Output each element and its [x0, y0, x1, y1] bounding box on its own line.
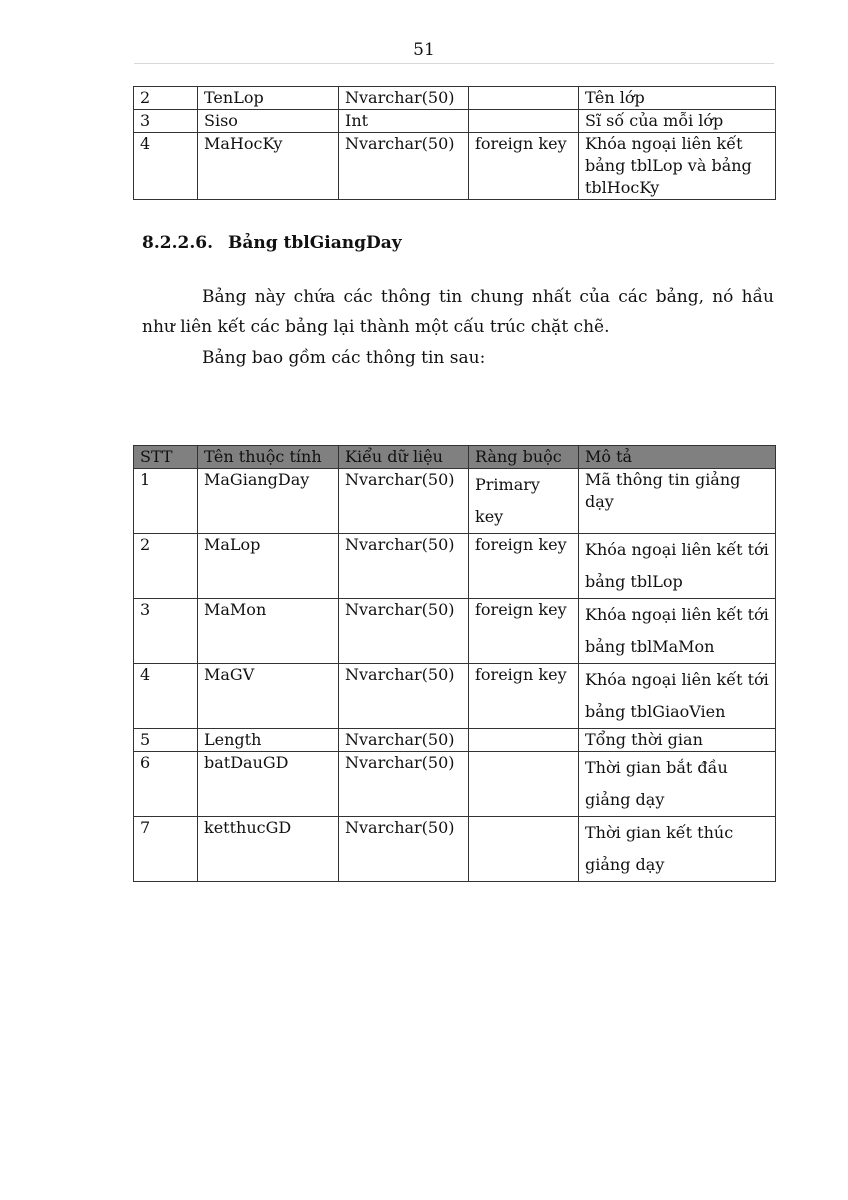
cell-desc: Tên lớp	[579, 87, 776, 110]
page-number: 51	[413, 40, 435, 60]
cell-name: MaHocKy	[198, 133, 339, 200]
cell-constraint: foreign key	[469, 599, 579, 664]
cell-desc: Khóa ngoại liên kết tới bảng tblGiaoVien	[579, 664, 776, 729]
cell-type: Nvarchar(50)	[339, 817, 469, 882]
cell-name: MaMon	[198, 599, 339, 664]
cell-constraint	[469, 110, 579, 133]
cell-stt: 1	[134, 469, 198, 534]
cell-stt: 3	[134, 599, 198, 664]
table-row	[134, 110, 776, 133]
cell-name: Siso	[198, 110, 339, 133]
cell-desc: Thời gian bắt đầu giảng dạy	[579, 752, 776, 817]
cell-desc: Khóa ngoại liên kết tới bảng tblLop	[579, 534, 776, 599]
header-divider	[134, 63, 774, 64]
cell-name: MaGiangDay	[198, 469, 339, 534]
header-type: Kiểu dữ liệu	[339, 446, 469, 469]
cell-type: Nvarchar(50)	[339, 87, 469, 110]
cell-name: ketthucGD	[198, 817, 339, 882]
cell-name: TenLop	[198, 87, 339, 110]
cell-desc: Mã thông tin giảng dạy	[579, 469, 776, 534]
cell-stt: 4	[134, 133, 198, 200]
cell-name: MaGV	[198, 664, 339, 729]
cell-stt: 6	[134, 752, 198, 817]
table-row	[134, 469, 776, 534]
table-row	[134, 87, 776, 110]
table-row	[134, 729, 776, 752]
cell-stt: 7	[134, 817, 198, 882]
cell-constraint: foreign key	[469, 534, 579, 599]
paragraph: Bảng này chứa các thông tin chung nhất của các bảng, nó hầu như liên kết các bảng lại thành một cấu trúc chặt chẽ.	[142, 287, 774, 337]
header-stt: STT	[134, 446, 198, 469]
cell-stt: 4	[134, 664, 198, 729]
table-header-row	[134, 446, 776, 469]
cell-stt: 3	[134, 110, 198, 133]
header-name: Tên thuộc tính	[198, 446, 339, 469]
tblgiangday-attributes-table	[133, 445, 776, 882]
table-row	[134, 664, 776, 729]
cell-type: Nvarchar(50)	[339, 133, 469, 200]
cell-stt: 5	[134, 729, 198, 752]
cell-constraint: foreign key	[469, 664, 579, 729]
cell-desc: Tổng thời gian	[579, 729, 776, 752]
table-row	[134, 599, 776, 664]
cell-desc: Thời gian kết thúc giảng dạy	[579, 817, 776, 882]
cell-desc: Khóa ngoại liên kết tới bảng tblMaMon	[579, 599, 776, 664]
table-row	[134, 817, 776, 882]
section-number: 8.2.2.6.	[142, 233, 213, 253]
cell-desc: Khóa ngoại liên kết bảng tblLop và bảng tblHocKy	[579, 133, 776, 200]
table-row	[134, 534, 776, 599]
cell-name: MaLop	[198, 534, 339, 599]
cell-constraint: Primary key	[469, 469, 579, 534]
cell-stt: 2	[134, 534, 198, 599]
section-title: Bảng tblGiangDay	[228, 233, 402, 253]
cell-constraint	[469, 817, 579, 882]
cell-type: Nvarchar(50)	[339, 469, 469, 534]
cell-name: batDauGD	[198, 752, 339, 817]
attributes-table-continued	[133, 86, 776, 200]
paragraph: Bảng bao gồm các thông tin sau:	[202, 348, 486, 368]
cell-type: Nvarchar(50)	[339, 729, 469, 752]
cell-type: Nvarchar(50)	[339, 599, 469, 664]
cell-type: Nvarchar(50)	[339, 752, 469, 817]
cell-constraint: foreign key	[469, 133, 579, 200]
cell-type: Nvarchar(50)	[339, 664, 469, 729]
header-desc: Mô tả	[579, 446, 776, 469]
section-heading	[142, 233, 402, 253]
cell-constraint	[469, 729, 579, 752]
cell-type: Int	[339, 110, 469, 133]
table-row	[134, 133, 776, 200]
table-row	[134, 752, 776, 817]
cell-desc: Sĩ số của mỗi lớp	[579, 110, 776, 133]
cell-name: Length	[198, 729, 339, 752]
header-constraint: Ràng buộc	[469, 446, 579, 469]
cell-type: Nvarchar(50)	[339, 534, 469, 599]
cell-stt: 2	[134, 87, 198, 110]
cell-constraint	[469, 752, 579, 817]
cell-constraint	[469, 87, 579, 110]
